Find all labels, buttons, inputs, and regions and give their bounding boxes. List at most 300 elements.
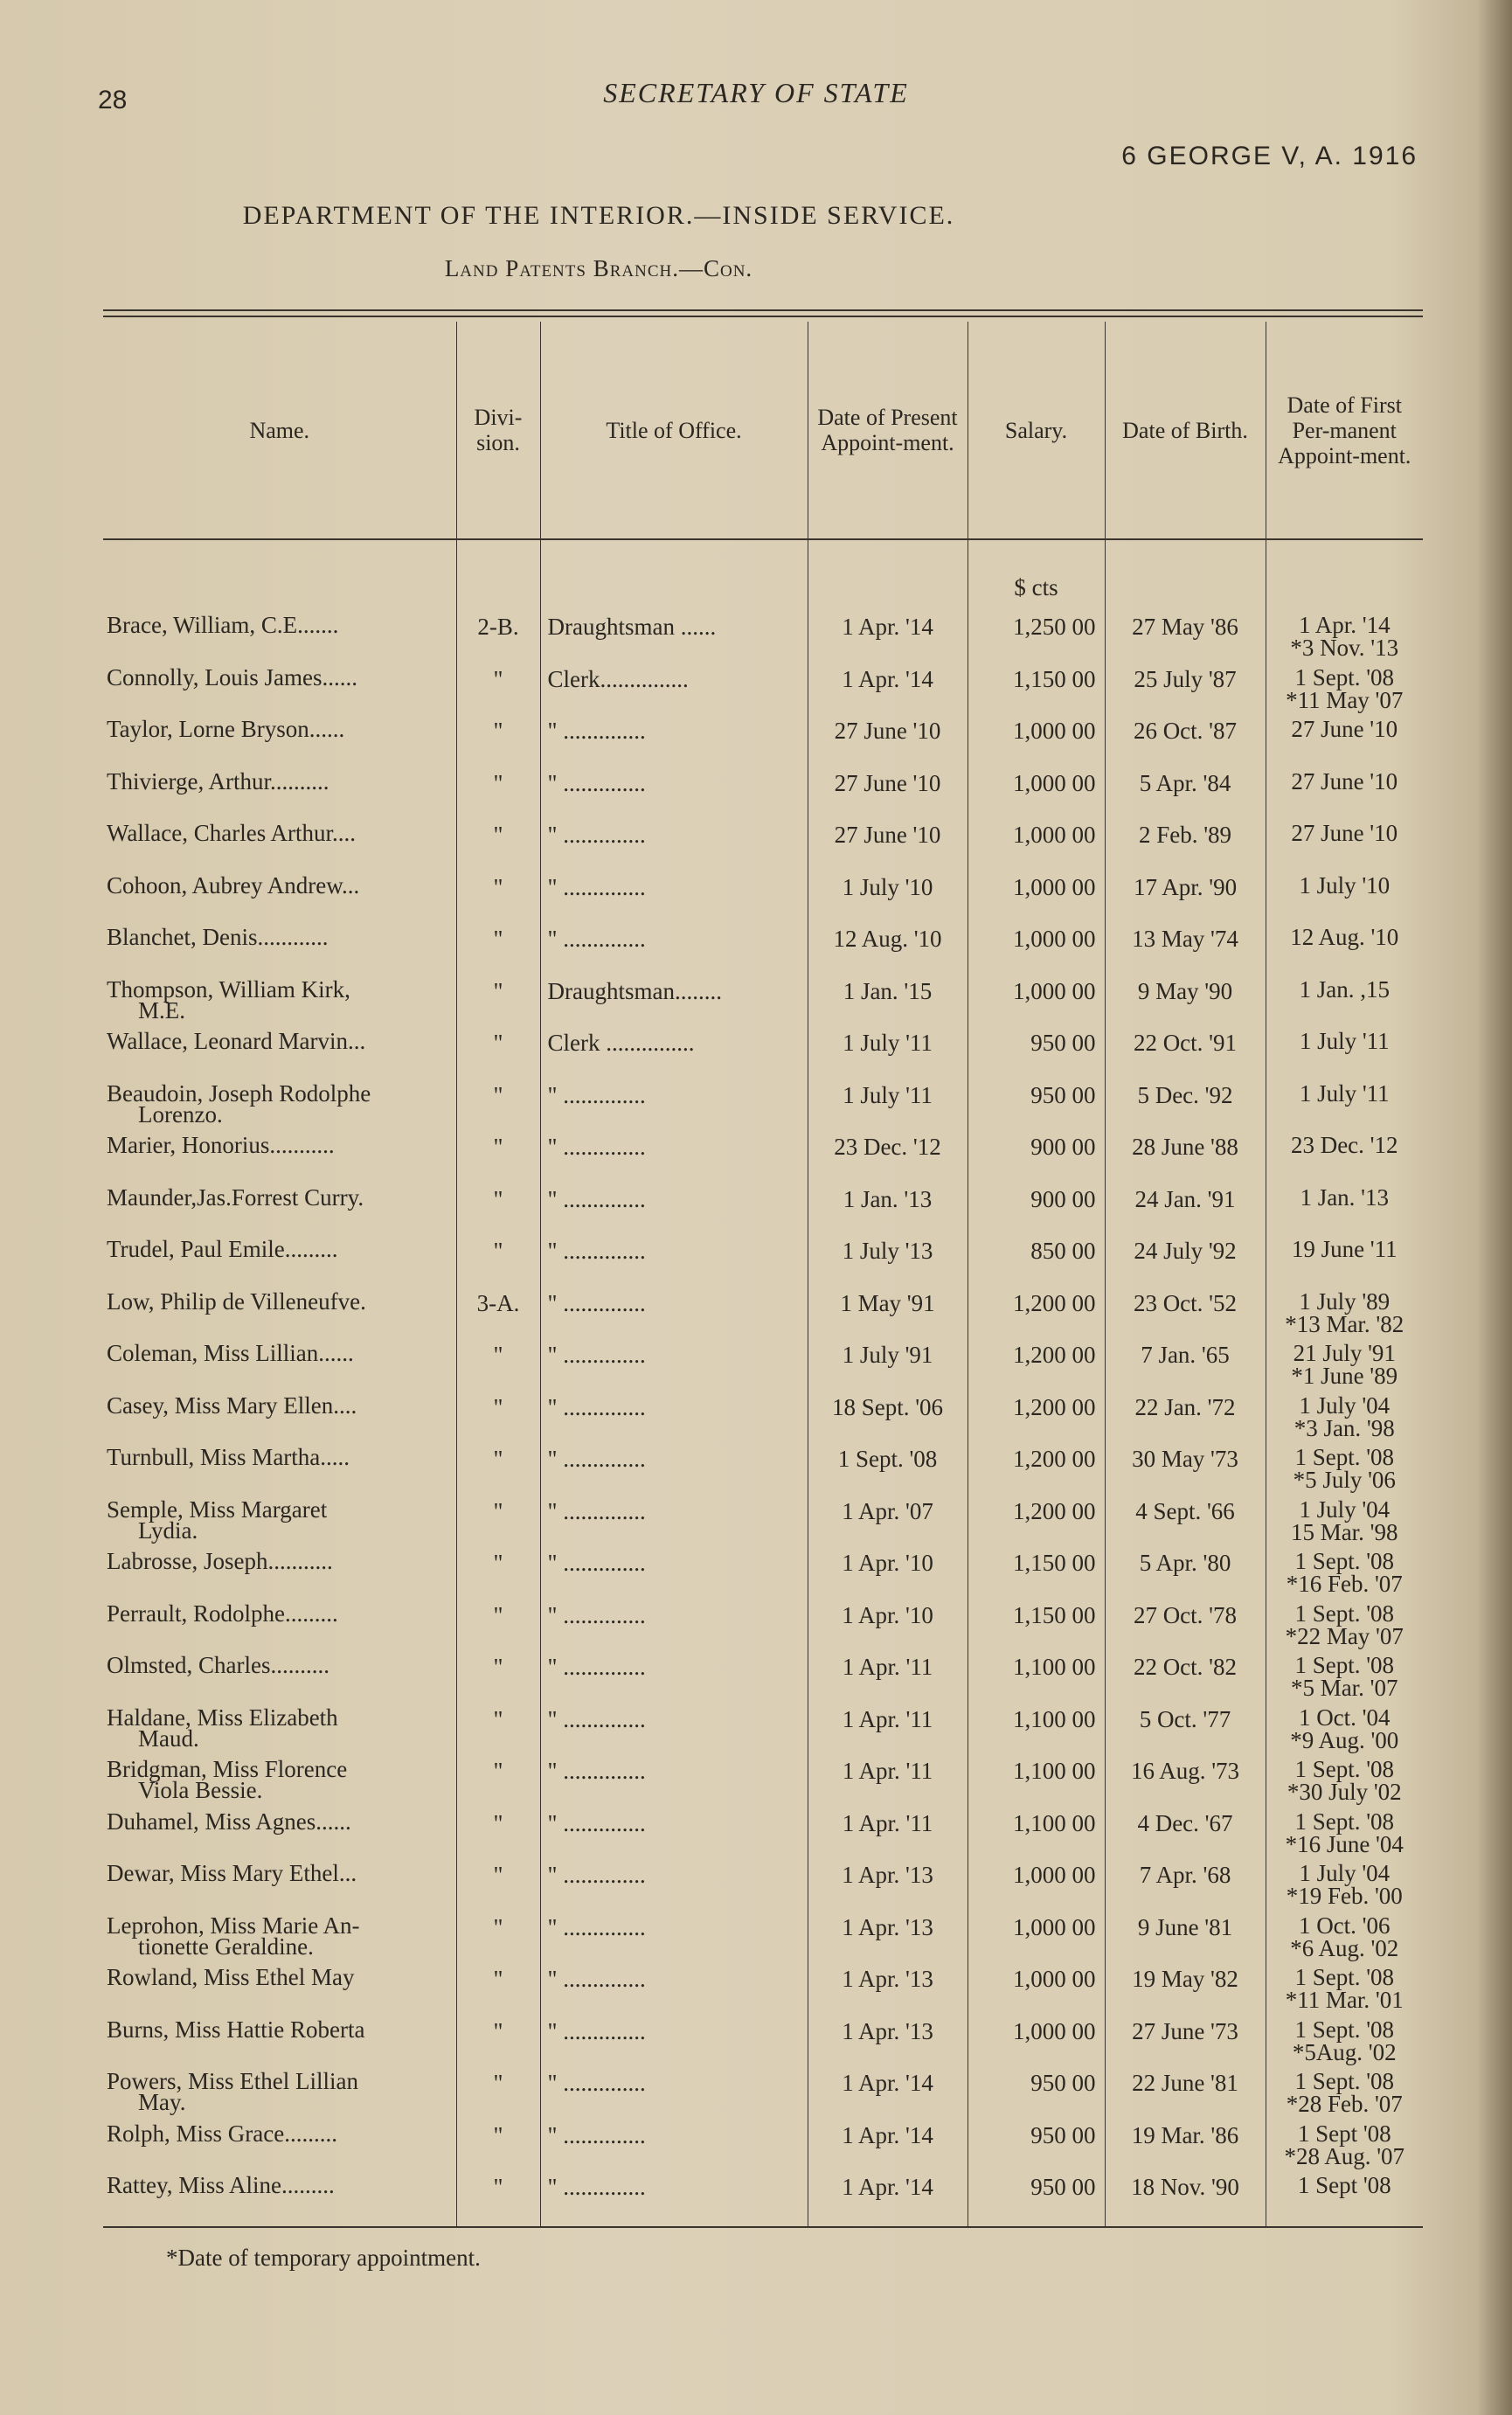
name-line-1: Beaudoin, Joseph Rodolphe (107, 1081, 371, 1107)
header-name: Name. (103, 322, 456, 539)
table-row (103, 1914, 1423, 1967)
cell-division: " (456, 926, 540, 978)
cell-salary: 950 00 (968, 2174, 1105, 2227)
name-line-1: Leprohon, Miss Marie An- (107, 1913, 360, 1939)
name-line-1: Marier, Honorius........... (107, 1134, 335, 1158)
cell-present-appointment: 23 Dec. '12 (808, 1134, 968, 1186)
first-appointment-date: 1 July '89 (1299, 1289, 1391, 1315)
cell-division: " (456, 2174, 540, 2227)
cell-name (103, 1030, 456, 1082)
cell-salary: 1,200 00 (968, 1290, 1105, 1343)
cell-first-appointment (1266, 1810, 1423, 1863)
salary-units: $ cts (968, 539, 1105, 614)
cell-first-appointment (1266, 978, 1423, 1031)
name-line-1: Turnbull, Miss Martha..... (107, 1446, 350, 1470)
table-row (103, 1342, 1423, 1394)
cell-salary: 950 00 (968, 1082, 1105, 1135)
cell-birth: 28 June '88 (1105, 1134, 1266, 1186)
cell-first-appointment (1266, 926, 1423, 978)
name-line-1: Trudel, Paul Emile......... (107, 1238, 338, 1262)
cell-birth: 22 Jan. '72 (1105, 1394, 1266, 1447)
cell-title: " .............. (540, 1082, 808, 1135)
cell-birth: 27 June '73 (1105, 2018, 1266, 2071)
cell-birth: 2 Feb. '89 (1105, 822, 1266, 874)
cell-division: " (456, 874, 540, 926)
cell-present-appointment: 1 Apr. '07 (808, 1498, 968, 1551)
cell-birth: 13 May '74 (1105, 926, 1266, 978)
cell-title: Clerk............... (540, 666, 808, 718)
cell-salary: 950 00 (968, 2122, 1105, 2175)
cell-salary: 1,000 00 (968, 718, 1105, 770)
cell-present-appointment: 1 Jan. '13 (808, 1186, 968, 1239)
temporary-appointment-date: *3 Nov. '13 (1290, 635, 1399, 661)
name-line-1: Low, Philip de Villeneufve. (107, 1289, 366, 1315)
first-appointment-date: 1 Jan. '13 (1300, 1185, 1390, 1211)
cell-title: " .............. (540, 1862, 808, 1914)
name-line-1: Rowland, Miss Ethel May (107, 1966, 355, 1990)
cell-division: " (456, 1810, 540, 1863)
cell-first-appointment (1266, 1446, 1423, 1498)
table-row (103, 2174, 1423, 2227)
cell-division: " (456, 2122, 540, 2175)
cell-title: " .............. (540, 770, 808, 822)
first-appointment-date: 1 Sept. '08 (1294, 1809, 1395, 1835)
name-line-1: Burns, Miss Hattie Roberta (107, 2017, 365, 2043)
cell-title: " .............. (540, 1966, 808, 2018)
table-row (103, 822, 1423, 874)
cell-birth: 24 July '92 (1105, 1238, 1266, 1290)
cell-name (103, 978, 456, 1031)
cell-name (103, 1342, 456, 1394)
cell-name (103, 1186, 456, 1239)
cell-first-appointment (1266, 614, 1423, 666)
cell-present-appointment: 1 July '13 (808, 1238, 968, 1290)
cell-first-appointment (1266, 2070, 1423, 2122)
name-line-1: Duhamel, Miss Agnes...... (107, 1809, 351, 1835)
cell-name (103, 614, 456, 666)
cell-name (103, 874, 456, 926)
temporary-appointment-date: *5 Mar. '07 (1290, 1675, 1398, 1701)
cell-name (103, 1966, 456, 2018)
cell-birth: 5 Oct. '77 (1105, 1706, 1266, 1759)
name-line-2: May. (138, 2089, 186, 2115)
cell-division: " (456, 718, 540, 770)
cell-salary: 1,000 00 (968, 874, 1105, 926)
cell-name (103, 666, 456, 718)
cell-division: 2-B. (456, 614, 540, 666)
cell-name (103, 1550, 456, 1602)
cell-first-appointment (1266, 770, 1423, 822)
cell-title: " .............. (540, 1758, 808, 1810)
cell-salary: 900 00 (968, 1134, 1105, 1186)
cell-name (103, 1446, 456, 1498)
cell-birth: 22 Oct. '82 (1105, 1654, 1266, 1706)
cell-first-appointment (1266, 718, 1423, 770)
name-line-1: Cohoon, Aubrey Andrew... (107, 873, 360, 899)
cell-title: " .............. (540, 1342, 808, 1394)
name-line-1: Maunder,Jas.Forrest Curry. (107, 1185, 364, 1211)
cell-title: Draughtsman ...... (540, 614, 808, 666)
cell-first-appointment (1266, 1082, 1423, 1135)
name-line-2: M.E. (138, 996, 185, 1024)
cell-birth: 22 June '81 (1105, 2070, 1266, 2122)
cell-division: " (456, 1394, 540, 1447)
cell-salary: 1,150 00 (968, 1550, 1105, 1602)
cell-name (103, 1394, 456, 1447)
table-row (103, 1030, 1423, 1082)
department-heading: DEPARTMENT OF THE INTERIOR.—INSIDE SERVICE. (242, 201, 955, 230)
table-row (103, 1134, 1423, 1186)
page-edge-shadow (1477, 0, 1512, 2415)
cell-division: " (456, 1134, 540, 1186)
cell-first-appointment (1266, 1654, 1423, 1706)
cell-birth: 24 Jan. '91 (1105, 1186, 1266, 1239)
footnote: *Date of temporary appointment. (166, 2245, 481, 2271)
table-row (103, 1654, 1423, 1706)
cell-salary: 1,150 00 (968, 1602, 1105, 1655)
first-appointment-date: 1 Sept. '08 (1294, 1446, 1395, 1470)
cell-first-appointment (1266, 1498, 1423, 1551)
header-birth: Date of Birth. (1105, 322, 1266, 539)
cell-salary: 950 00 (968, 2070, 1105, 2122)
cell-division: " (456, 1186, 540, 1239)
table-row (103, 1706, 1423, 1759)
cell-present-appointment: 1 Apr. '10 (808, 1602, 968, 1655)
temporary-appointment-date: *5Aug. '02 (1292, 2038, 1397, 2065)
cell-first-appointment (1266, 1394, 1423, 1447)
cell-title: " .............. (540, 1446, 808, 1498)
cell-salary: 1,200 00 (968, 1498, 1105, 1551)
temporary-appointment-date: *16 Feb. '07 (1286, 1571, 1403, 1597)
cell-present-appointment: 12 Aug. '10 (808, 926, 968, 978)
cell-salary: 1,000 00 (968, 978, 1105, 1031)
first-appointment-date: 1 Sept. '08 (1294, 1966, 1395, 1990)
name-line-1: Brace, William, C.E....... (107, 614, 339, 638)
cell-title: " .............. (540, 1810, 808, 1863)
temporary-appointment-date: *28 Aug. '07 (1284, 2142, 1405, 2169)
temporary-appointment-date: *30 July '02 (1287, 1779, 1402, 1805)
header-title: Title of Office. (540, 322, 808, 539)
cell-salary: 1,250 00 (968, 614, 1105, 666)
table-row (103, 2122, 1423, 2175)
cell-division: " (456, 1602, 540, 1655)
header-division: Divi-sion. (456, 322, 540, 539)
table-row (103, 978, 1423, 1031)
cell-birth: 19 Mar. '86 (1105, 2122, 1266, 2175)
cell-present-appointment: 27 June '10 (808, 822, 968, 874)
table-row (103, 2018, 1423, 2071)
cell-present-appointment: 1 Jan. '15 (808, 978, 968, 1031)
cell-title: " .............. (540, 1134, 808, 1186)
cell-title: " .............. (540, 2070, 808, 2122)
cell-division: " (456, 1342, 540, 1394)
cell-name (103, 1914, 456, 1967)
first-appointment-date: 27 June '10 (1291, 718, 1398, 742)
cell-salary: 1,200 00 (968, 1394, 1105, 1447)
cell-division: " (456, 1914, 540, 1967)
cell-first-appointment (1266, 1550, 1423, 1602)
cell-first-appointment (1266, 1134, 1423, 1186)
cell-present-appointment: 1 Apr. '14 (808, 666, 968, 718)
cell-present-appointment: 1 Apr. '13 (808, 1914, 968, 1967)
cell-first-appointment (1266, 1290, 1423, 1343)
first-appointment-date: 1 July '04 (1299, 1862, 1391, 1886)
cell-salary: 850 00 (968, 1238, 1105, 1290)
first-appointment-date: 1 Oct. '06 (1298, 1913, 1391, 1939)
cell-birth: 18 Nov. '90 (1105, 2174, 1266, 2227)
first-appointment-date: 1 July '10 (1299, 873, 1391, 899)
cell-salary: 1,100 00 (968, 1706, 1105, 1759)
cell-present-appointment: 1 May '91 (808, 1290, 968, 1343)
session-label: 6 GEORGE V, A. 1916 (1121, 142, 1418, 170)
temporary-appointment-date: *11 May '07 (1286, 686, 1404, 713)
cell-present-appointment: 1 Apr. '10 (808, 1550, 968, 1602)
name-line-1: Casey, Miss Mary Ellen.... (107, 1393, 357, 1419)
cell-birth: 9 May '90 (1105, 978, 1266, 1031)
cell-present-appointment: 1 Apr. '14 (808, 614, 968, 666)
cell-title: " .............. (540, 822, 808, 874)
first-appointment-date: 1 Sept. '08 (1294, 1550, 1395, 1574)
cell-name (103, 1706, 456, 1759)
first-appointment-date: 23 Dec. '12 (1290, 1134, 1398, 1158)
cell-birth: 16 Aug. '73 (1105, 1758, 1266, 1810)
name-line-2: Lorenzo. (138, 1100, 223, 1128)
first-appointment-date: 21 July '91 (1293, 1342, 1396, 1366)
cell-name (103, 2174, 456, 2227)
cell-division: 3-A. (456, 1290, 540, 1343)
name-line-1: Wallace, Leonard Marvin... (107, 1030, 366, 1054)
cell-name (103, 2122, 456, 2175)
cell-title: " .............. (540, 2174, 808, 2227)
cell-title: " .............. (540, 926, 808, 978)
cell-birth: 7 Apr. '68 (1105, 1862, 1266, 1914)
cell-name (103, 1810, 456, 1863)
first-appointment-date: 1 July '11 (1299, 1081, 1390, 1107)
name-line-1: Rolph, Miss Grace......... (107, 2121, 337, 2147)
cell-division: " (456, 1758, 540, 1810)
table-row (103, 718, 1423, 770)
temporary-appointment-date: *16 June '04 (1285, 1830, 1404, 1857)
cell-division: " (456, 2070, 540, 2122)
cell-present-appointment: 1 Apr. '11 (808, 1810, 968, 1863)
cell-present-appointment: 1 July '11 (808, 1030, 968, 1082)
staff-table (103, 322, 1423, 2228)
name-line-1: Powers, Miss Ethel Lillian (107, 2070, 358, 2094)
first-appointment-date: 12 Aug. '10 (1290, 926, 1399, 950)
cell-division: " (456, 1238, 540, 1290)
first-appointment-date: 19 June '11 (1291, 1238, 1398, 1262)
table-row (103, 1602, 1423, 1655)
cell-first-appointment (1266, 2122, 1423, 2175)
cell-first-appointment (1266, 1966, 1423, 2018)
cell-division: " (456, 1446, 540, 1498)
first-appointment-date: 1 Sept '08 (1297, 2121, 1391, 2147)
cell-title: " .............. (540, 1706, 808, 1759)
cell-salary: 1,200 00 (968, 1446, 1105, 1498)
name-line-1: Thompson, William Kirk, (107, 977, 350, 1003)
first-appointment-date: 1 Sept. '08 (1294, 2017, 1395, 2043)
cell-present-appointment: 1 Sept. '08 (808, 1446, 968, 1498)
first-appointment-date: 1 Sept '08 (1297, 2174, 1391, 2198)
first-appointment-date: 1 Sept. '08 (1294, 1601, 1395, 1627)
cell-title: " .............. (540, 1654, 808, 1706)
header-salary: Salary. (968, 322, 1105, 539)
name-line-1: Taylor, Lorne Bryson...... (107, 718, 345, 742)
cell-first-appointment (1266, 1186, 1423, 1239)
cell-division: " (456, 1030, 540, 1082)
cell-present-appointment: 1 Apr. '14 (808, 2070, 968, 2122)
cell-birth: 5 Apr. '84 (1105, 770, 1266, 822)
cell-present-appointment: 1 Apr. '14 (808, 2122, 968, 2175)
cell-title: " .............. (540, 1498, 808, 1551)
cell-name (103, 1082, 456, 1135)
cell-division: " (456, 822, 540, 874)
temporary-appointment-date: *6 Aug. '02 (1290, 1934, 1399, 1961)
cell-first-appointment (1266, 1238, 1423, 1290)
cell-present-appointment: 1 Apr. '11 (808, 1654, 968, 1706)
first-appointment-date: 1 July '11 (1299, 1030, 1390, 1054)
cell-division: " (456, 1966, 540, 2018)
cell-first-appointment (1266, 2018, 1423, 2071)
cell-birth: 19 May '82 (1105, 1966, 1266, 2018)
cell-title: " .............. (540, 1914, 808, 1967)
cell-name (103, 1602, 456, 1655)
cell-salary: 1,100 00 (968, 1758, 1105, 1810)
cell-division: " (456, 1654, 540, 1706)
table-row (103, 874, 1423, 926)
cell-name (103, 718, 456, 770)
cell-first-appointment (1266, 1706, 1423, 1759)
name-line-1: Wallace, Charles Arthur.... (107, 822, 356, 846)
cell-division: " (456, 1550, 540, 1602)
top-rule-2 (103, 316, 1423, 317)
cell-salary: 1,000 00 (968, 1914, 1105, 1967)
cell-birth: 23 Oct. '52 (1105, 1290, 1266, 1343)
cell-division: " (456, 1082, 540, 1135)
table-row (103, 1550, 1423, 1602)
cell-present-appointment: 1 July '11 (808, 1082, 968, 1135)
table-row (103, 1758, 1423, 1810)
table-row (103, 1290, 1423, 1343)
cell-name (103, 2070, 456, 2122)
cell-salary: 1,000 00 (968, 2018, 1105, 2071)
cell-present-appointment: 1 Apr. '13 (808, 2018, 968, 2071)
cell-division: " (456, 2018, 540, 2071)
cell-name (103, 822, 456, 874)
first-appointment-date: 1 Sept. '08 (1294, 2070, 1395, 2094)
cell-birth: 25 July '87 (1105, 666, 1266, 718)
name-line-2: Lydia. (138, 1516, 198, 1544)
running-head: SECRETARY OF STATE (603, 77, 909, 108)
cell-birth: 27 Oct. '78 (1105, 1602, 1266, 1655)
cell-salary: 1,200 00 (968, 1342, 1105, 1394)
cell-name (103, 1290, 456, 1343)
branch-heading: Land Patents Branch.—Con. (444, 255, 753, 281)
first-appointment-date: 1 Sept. '08 (1294, 665, 1395, 690)
cell-present-appointment: 1 Apr. '11 (808, 1758, 968, 1810)
cell-present-appointment: 1 Apr. '13 (808, 1966, 968, 2018)
cell-title: " .............. (540, 2018, 808, 2071)
table-row (103, 770, 1423, 822)
units-row (103, 539, 1423, 614)
first-appointment-date: 1 July '04 (1299, 1393, 1391, 1419)
temporary-appointment-date: *5 July '06 (1293, 1467, 1396, 1493)
name-line-1: Perrault, Rodolphe......... (107, 1601, 338, 1627)
cell-title: " .............. (540, 1186, 808, 1239)
cell-name (103, 1134, 456, 1186)
top-rule-1 (103, 309, 1423, 311)
cell-first-appointment (1266, 1342, 1423, 1394)
temporary-appointment-date: *28 Feb. '07 (1286, 2091, 1403, 2117)
temporary-appointment-date: *13 Mar. '82 (1285, 1310, 1404, 1337)
temporary-appointment-date: *9 Aug. '00 (1290, 1726, 1399, 1753)
first-appointment-date: 1 Sept. '08 (1294, 1654, 1395, 1678)
cell-name (103, 1758, 456, 1810)
temporary-appointment-date: *1 June '89 (1291, 1363, 1398, 1389)
cell-birth: 5 Dec. '92 (1105, 1082, 1266, 1135)
cell-present-appointment: 18 Sept. '06 (808, 1394, 968, 1447)
cell-salary: 1,000 00 (968, 926, 1105, 978)
cell-division: " (456, 666, 540, 718)
cell-division: " (456, 1862, 540, 1914)
cell-present-appointment: 1 July '10 (808, 874, 968, 926)
first-appointment-date: 27 June '10 (1291, 822, 1398, 846)
table-row (103, 1186, 1423, 1239)
cell-title: " .............. (540, 1550, 808, 1602)
table-row (103, 1238, 1423, 1290)
cell-first-appointment (1266, 1914, 1423, 1967)
cell-name (103, 1498, 456, 1551)
cell-division: " (456, 1706, 540, 1759)
page-number: 28 (98, 86, 128, 115)
cell-first-appointment (1266, 666, 1423, 718)
name-line-2: Maud. (138, 1725, 199, 1752)
table-row (103, 1810, 1423, 1863)
cell-title: " .............. (540, 1290, 808, 1343)
temporary-appointment-date: 15 Mar. '98 (1290, 1518, 1398, 1545)
cell-present-appointment: 1 Apr. '14 (808, 2174, 968, 2227)
cell-name (103, 1862, 456, 1914)
cell-name (103, 926, 456, 978)
temporary-appointment-date: *22 May '07 (1285, 1622, 1404, 1649)
table-row (103, 926, 1423, 978)
cell-birth: 26 Oct. '87 (1105, 718, 1266, 770)
table-row (103, 1082, 1423, 1135)
cell-division: " (456, 978, 540, 1031)
name-line-1: Dewar, Miss Mary Ethel... (107, 1862, 357, 1886)
table-row (103, 2070, 1423, 2122)
cell-present-appointment: 27 June '10 (808, 718, 968, 770)
cell-name (103, 1238, 456, 1290)
cell-title: Clerk ............... (540, 1030, 808, 1082)
cell-title: " .............. (540, 1238, 808, 1290)
cell-salary: 950 00 (968, 1030, 1105, 1082)
cell-present-appointment: 1 Apr. '11 (808, 1706, 968, 1759)
cell-salary: 1,000 00 (968, 1966, 1105, 2018)
cell-birth: 5 Apr. '80 (1105, 1550, 1266, 1602)
header-first-appointment: Date of First Per-manent Appoint-ment. (1266, 322, 1423, 539)
cell-birth: 4 Dec. '67 (1105, 1810, 1266, 1863)
cell-present-appointment: 1 July '91 (808, 1342, 968, 1394)
name-line-1: Semple, Miss Margaret (107, 1497, 328, 1523)
table-row (103, 1966, 1423, 2018)
name-line-1: Blanchet, Denis............ (107, 926, 329, 950)
cell-title: " .............. (540, 718, 808, 770)
name-line-1: Coleman, Miss Lillian...... (107, 1342, 354, 1366)
name-line-2: Viola Bessie. (138, 1777, 263, 1803)
cell-first-appointment (1266, 2174, 1423, 2227)
cell-first-appointment (1266, 1758, 1423, 1810)
